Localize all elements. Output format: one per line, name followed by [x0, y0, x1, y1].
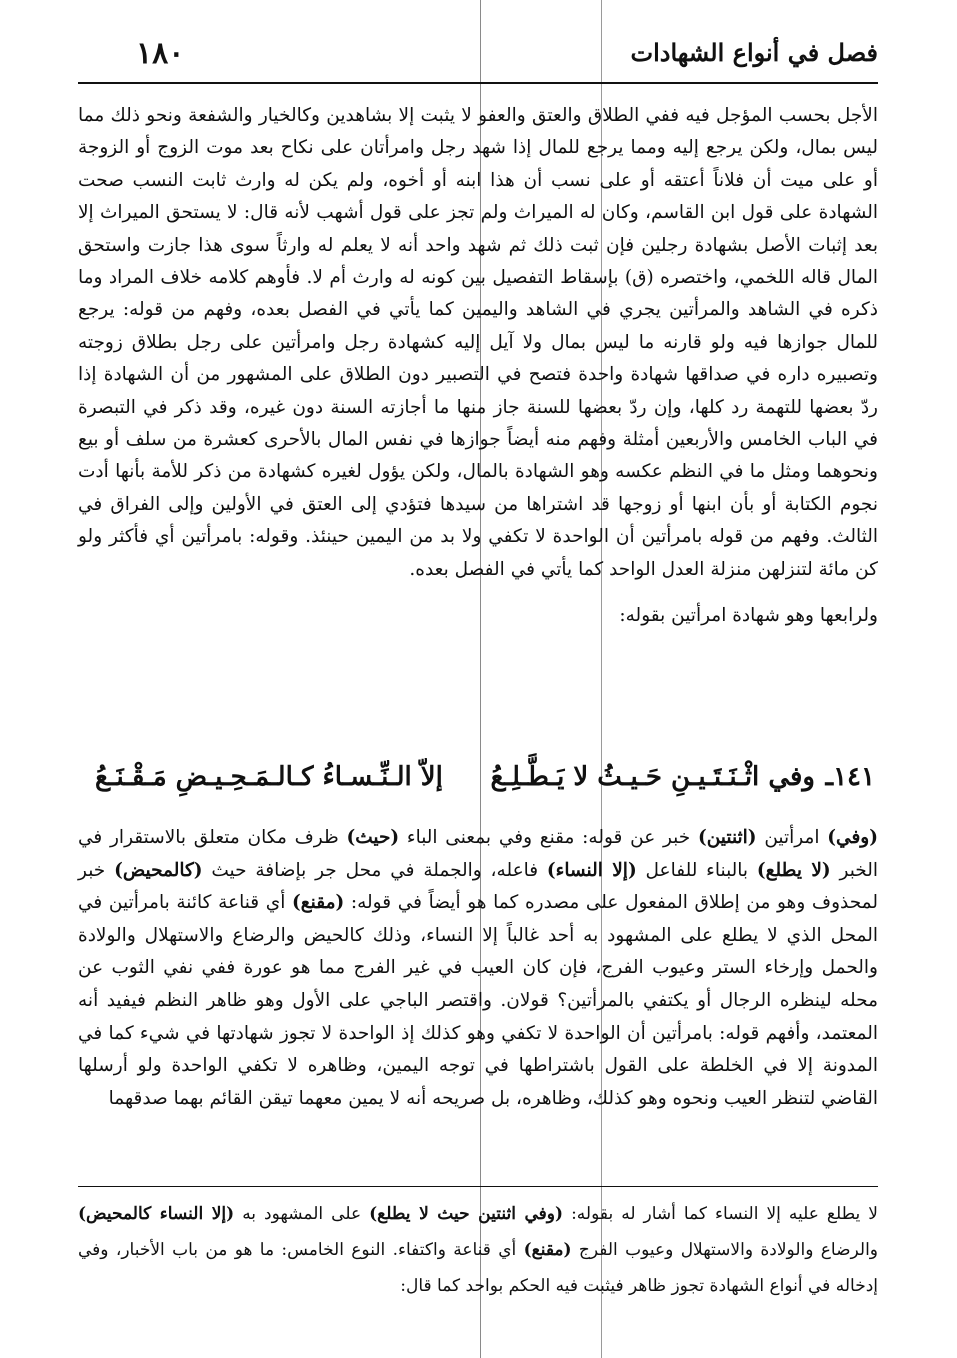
commentary-term: (اثنتين) [697, 827, 757, 848]
commentary-term: (مقنع) [292, 892, 345, 914]
main-text [78, 100, 878, 633]
commentary-text-run: فاعله، والجملة في محل جر بإضافة حيث [202, 859, 547, 881]
footnote-text-run: والرضاع والولادة والاستهلال وعيوب الفرج [571, 1240, 879, 1260]
footnote-term: (وفي اثنتين حيث لا يطلع) [369, 1204, 564, 1224]
commentary-text-run: خبر لمحذوف وهو من إطلاق المفعول على مصدره كما هو أيضاً في قوله: [78, 859, 878, 914]
page-number: ١٨٠ [136, 36, 185, 71]
footnotes [78, 1196, 878, 1304]
footnote-term: (مقنع) [523, 1240, 572, 1260]
footnote-rule [78, 1186, 878, 1187]
body-paragraph-1: الأجل بحسب المؤجل فيه ففي الطلاق والعتق والعفو لا يثبت إلا بشاهدين وكالخيار والشفعة ونحو ذلك مما ليس بمال، ولكن يرجع إليه ومما يرجع للمال إذا شهد رجل وامرأتان على نكاح بعد موت الزوج أو الزوجة أو على ميت أن فلاناً أعتقه أو على نسب أن هذا ابنه أو أخوه، ولم يكن له وارث ثابت النسب صحت الشهادة على قول ابن القاسم، وكان له الميراث ولم تجز على قول أشهب لأنه قال: لا يستحق الميراث إلا بعد إثبات الأصل بشهادة رجلين فإن ثبت ذلك ثم شهد واحد أنه لا يعلم له وارثاً سوى هذا جازت واستحق المال قاله اللخمي، واختصره (ق) بإسقاط التفصيل بين كونه له وارث أم لا. فأوهم كلامه خلاف المراد وما ذكره في الشاهد والمرأتين يجري في الشاهد واليمين كما يأتي في الفصل بعده، وفهم من قوله: يرجع للمال جوازها فيه ولو قارنه ما ليس بمال ولا آيل إليه كشهادة رجل وامرأتين على رجل بطلاق زوجته وتصبيره داره في صداقها شهادة واحدة فتصح في التصبير دون الطلاق على المشهور من أن الشهادة إذا ردّ بعضها للتهمة رد كلها، وإن ردّ بعضها للسنة جاز منها ما أجازته السنة دون غيره، وقد ذكر في التبصرة في الباب الخامس والأربعين أمثلة وفهم منه أيضاً جوازها في نفس المال بالأحرى كعشرة من سلف أو بيع ونحوهما ومثل ما في النظم عكسه وهو الشهادة بالمال، ولكن يؤول لغيره كشهادة من ذكر للأمة بأنها أدت نجوم الكتابة أو بأن ابنها أو زوجها قد اشتراها من سيدها فتؤدي إلى العتق في الأولين وإلى الفراق في الثالث. وفهم من قوله بامرأتين أن الواحدة لا تكفي ولا بد من اليمين حينئذ. وقوله: بامرأتين أي فأكثر ولو كن مائة لتنزلهن منزلة العدل الواحد كما يأتي في الفصل بعده. [78, 105, 878, 580]
footnote-text-run: على المشهود به [234, 1204, 370, 1224]
commentary-paragraph [78, 822, 878, 1115]
commentary-term: (إلا النساء) [546, 859, 637, 881]
footnote-text-run: أي قناعة واكتفاء. النوع الخامس: ما هو من باب الأخبار، وفي إدخاله في أنواع الشهادة تجوز ظاهر فيثبت فيه الحكم بواحد كما قال: [78, 1240, 878, 1296]
commentary-term: (حيث) [346, 827, 400, 848]
verse-first-hemistich: وفي اثْـنَـتَـيـنِ حَـيـثُ لا يَـطَّـلِـعُ [490, 762, 815, 792]
page-header [78, 28, 878, 84]
commentary-text-run: أي قناعة كائنة بامرأتين في المحل الذي لا يطلع على المشهود به أحد غالباً إلا النساء، وذلك كالحيض والرضاع والاستهلال والولادة والحمل وإرخاء الستر وعيوب الفرج، فإن كان العيب في غير الفرج مما هو عورة ففي نفي الثوب عن محله لينظره الرجال أو يكتفي بالمرأتين؟ قولان. واقتصر الباجي على الأول وهو ظاهر النظم فيفيد أنه المعتمد، وأفهم قوله: بامرأتين أن الواحدة لا تكفي وهو كذلك إذ الواحدة لا تجوز شهادتها في شيء كما في المدونة إلا في الخلطة على القول باشتراطها في توجه اليمين، وظاهره لا تكفي الواحدة ولو أرسلها القاضي لتنظر العيب ونحوه وهو كذلك، وظاهره، بل صريحه أنه لا يمين معهما تيقن القائم بهما صدقهما [78, 892, 878, 1109]
body-paragraph-2: ولرابعها وهو شهادة امرأتين بقوله: [619, 605, 878, 627]
footnote-text-run: لا يطلع عليه إلا النساء كما أشار له بقوله: [563, 1204, 878, 1224]
commentary-text-run: بالبناء للفاعل [636, 859, 757, 881]
commentary-text [78, 822, 878, 1115]
commentary-term: (لا يطلع) [756, 859, 831, 881]
header-rule [78, 82, 878, 84]
verse-number: ١٤١ـ [825, 762, 875, 792]
verse-line [95, 752, 875, 824]
commentary-text-run: خبر عن قوله: مقنع وفي بمعنى الباء [399, 827, 698, 848]
commentary-term: (كالمحيض) [114, 859, 203, 881]
commentary-term: (وفي) [827, 827, 878, 848]
commentary-text-run: ظرف مكان متعلق بالاستقرار في الخبر [78, 827, 879, 881]
verse-second-hemistich: إلاّ الـنِّـسـاءُ كـالـمَـحِـيـضِ مَـقْـنَـعُ [95, 762, 443, 792]
footnote-paragraph [78, 1196, 878, 1304]
footnote-term: (إلا النساء كالمحيض) [78, 1204, 235, 1224]
running-title: فصل في أنواع الشهادات [630, 38, 878, 67]
commentary-text-run: امرأتين [756, 827, 828, 848]
